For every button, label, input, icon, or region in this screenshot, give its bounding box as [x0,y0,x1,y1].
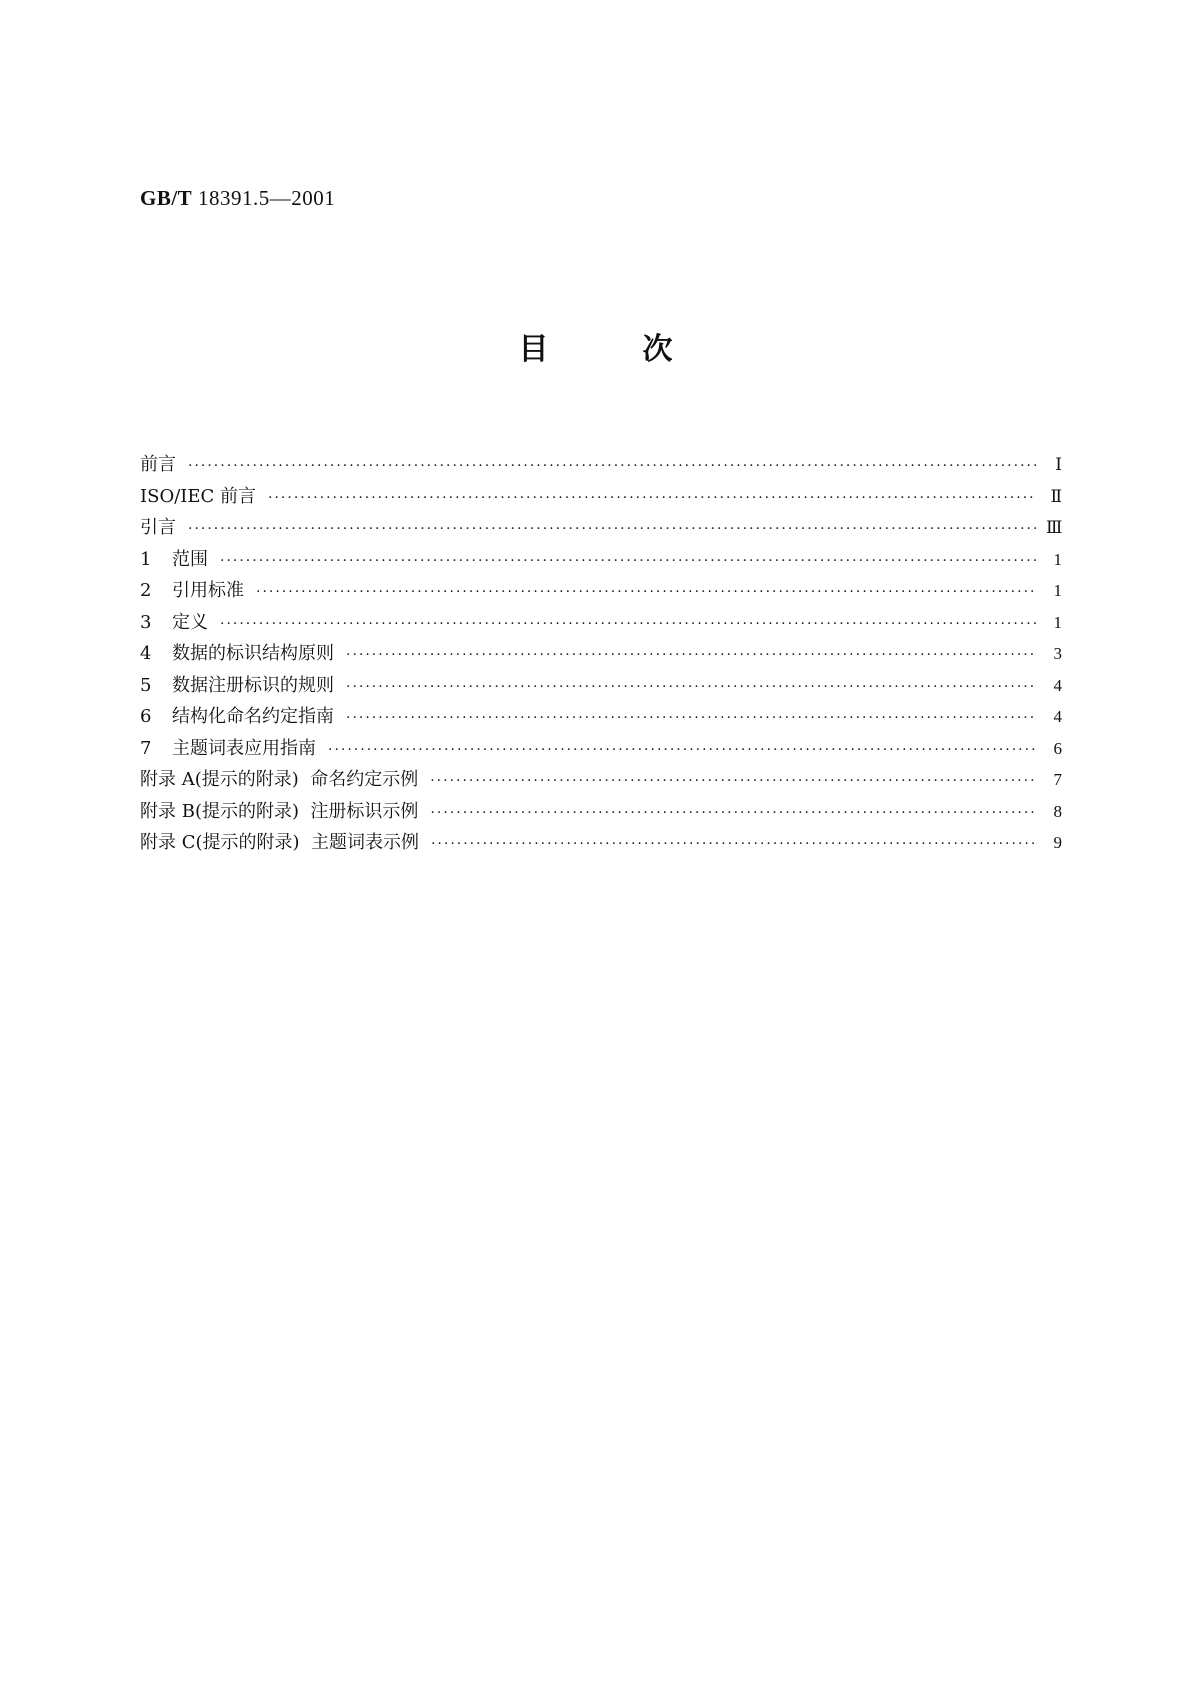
section-number: 4 [140,643,152,664]
toc-entry-foreword[interactable] [140,449,1062,481]
toc-entry-page: 1 [1053,612,1062,632]
toc-entry-page: Ⅰ [1055,455,1062,474]
toc-entry-label: 附录 B(提示的附录) 注册标识示例 [140,800,419,822]
toc-entry-page: 9 [1053,833,1062,852]
dot-leader [188,514,1036,546]
toc-entry-appendix-a[interactable] [140,764,1062,796]
dot-leader [328,735,1036,767]
page-title: 目次 [518,332,767,367]
section-title: 范围 [172,548,208,570]
dot-leader [346,672,1036,704]
toc-entry-appendix-b[interactable] [140,796,1062,828]
section-title: 结构化命名约定指南 [172,706,334,727]
toc-entry-section-5[interactable] [140,670,1062,702]
section-title: 主题词表应用指南 [172,737,316,759]
section-number: 7 [140,737,152,759]
toc-entry-label: 附录 C(提示的附录) 主题词表示例 [140,832,419,853]
toc-entry-label [140,638,334,670]
dot-leader [188,451,1036,483]
table-of-contents [140,449,1062,859]
toc-entry-page: 7 [1053,770,1062,789]
section-number: 6 [140,706,152,727]
toc-entry-label: 前言 [140,454,176,475]
toc-entry-label [140,544,208,576]
toc-entry-page: 4 [1053,707,1062,726]
section-number: 5 [140,674,152,696]
section-number: 3 [140,611,152,633]
toc-entry-section-2[interactable] [140,575,1062,607]
toc-entry-section-4[interactable] [140,638,1062,670]
section-number: 1 [140,548,152,570]
toc-entry-section-3[interactable] [140,607,1062,639]
toc-entry-page: Ⅱ [1050,486,1062,506]
dot-leader [430,766,1036,798]
dot-leader [220,609,1036,641]
toc-entry-section-6[interactable] [140,701,1062,733]
toc-entry-label [140,733,316,765]
toc-entry-page: Ⅲ [1046,518,1063,537]
section-number: 2 [140,580,152,601]
toc-entry-page: 4 [1053,675,1062,695]
toc-entry-page: 1 [1053,581,1062,600]
section-title: 引用标准 [172,580,244,601]
toc-entry-page: 8 [1053,801,1062,821]
dot-leader [431,829,1036,861]
toc-entry-label [140,670,334,702]
standard-code-number: 18391.5—2001 [197,186,336,210]
section-title: 数据的标识结构原则 [172,643,334,664]
toc-entry-label [140,575,244,607]
toc-entry-appendix-c[interactable] [140,827,1062,859]
dot-leader [346,640,1036,672]
toc-entry-section-7[interactable] [140,733,1062,765]
toc-entry-introduction[interactable] [140,512,1062,544]
toc-entry-page: 6 [1053,738,1062,758]
toc-entry-label: ISO/IEC 前言 [140,485,257,507]
standard-code [140,186,335,211]
standard-code-prefix: GB/T [140,186,193,210]
toc-entry-section-1[interactable] [140,544,1062,576]
toc-entry-iso-iec-foreword[interactable] [140,481,1062,513]
section-title: 数据注册标识的规则 [172,674,334,696]
dot-leader [220,546,1036,578]
toc-entry-label [140,701,334,733]
dot-leader [268,483,1036,515]
toc-entry-label [140,607,208,639]
toc-entry-page: 3 [1053,644,1062,663]
toc-entry-page: 1 [1053,549,1062,569]
section-title: 定义 [172,611,208,633]
toc-entry-label: 引言 [140,517,176,538]
dot-leader [256,577,1036,609]
toc-entry-label: 附录 A(提示的附录) 命名约定示例 [140,769,419,790]
dot-leader [430,798,1036,830]
dot-leader [346,703,1036,735]
